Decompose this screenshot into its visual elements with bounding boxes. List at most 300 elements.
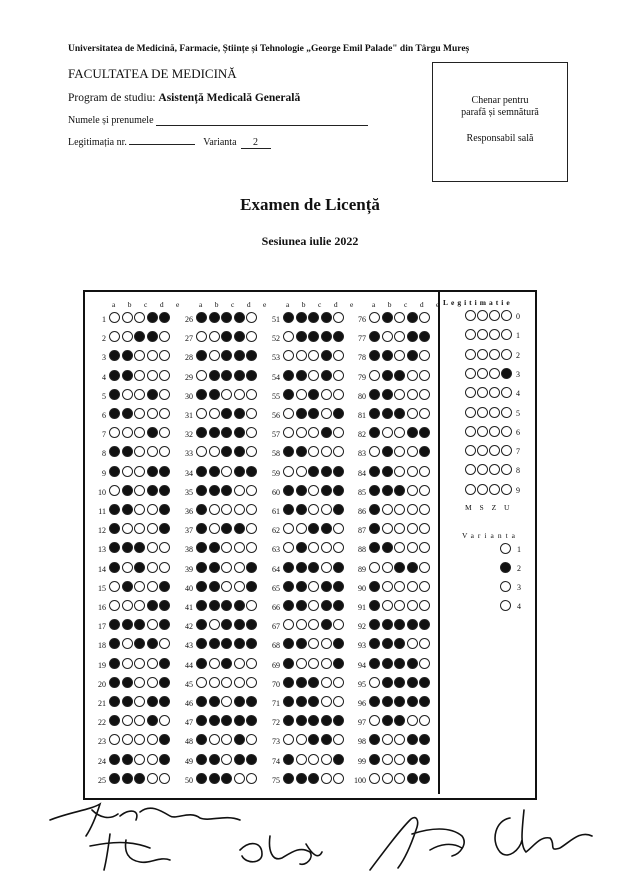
answer-bubble[interactable] bbox=[407, 638, 418, 649]
answer-bubble[interactable] bbox=[196, 504, 207, 515]
answer-bubble[interactable] bbox=[296, 408, 307, 419]
answer-bubble[interactable] bbox=[382, 696, 393, 707]
answer-bubble[interactable] bbox=[196, 408, 207, 419]
answer-bubble[interactable] bbox=[333, 600, 344, 611]
answer-bubble[interactable] bbox=[296, 715, 307, 726]
answer-bubble[interactable] bbox=[209, 446, 220, 457]
answer-bubble[interactable] bbox=[296, 562, 307, 573]
answer-bubble[interactable] bbox=[122, 562, 133, 573]
answer-bubble[interactable] bbox=[196, 754, 207, 765]
answer-bubble[interactable] bbox=[394, 562, 405, 573]
answer-bubble[interactable] bbox=[196, 312, 207, 323]
answer-bubble[interactable] bbox=[382, 389, 393, 400]
answer-bubble[interactable] bbox=[134, 389, 145, 400]
answer-bubble[interactable] bbox=[321, 523, 332, 534]
answer-bubble[interactable] bbox=[147, 773, 158, 784]
answer-bubble[interactable] bbox=[234, 542, 245, 553]
answer-bubble[interactable] bbox=[209, 677, 220, 688]
answer-bubble[interactable] bbox=[333, 581, 344, 592]
answer-bubble[interactable] bbox=[308, 312, 319, 323]
answer-bubble[interactable] bbox=[134, 754, 145, 765]
answer-bubble[interactable] bbox=[122, 446, 133, 457]
answer-bubble[interactable] bbox=[321, 427, 332, 438]
answer-bubble[interactable] bbox=[382, 638, 393, 649]
answer-bubble[interactable] bbox=[283, 754, 294, 765]
answer-bubble[interactable] bbox=[296, 485, 307, 496]
legit-bubble[interactable] bbox=[477, 368, 488, 379]
answer-bubble[interactable] bbox=[122, 504, 133, 515]
answer-bubble[interactable] bbox=[234, 389, 245, 400]
answer-bubble[interactable] bbox=[296, 504, 307, 515]
answer-bubble[interactable] bbox=[407, 427, 418, 438]
answer-bubble[interactable] bbox=[234, 754, 245, 765]
legit-bubble[interactable] bbox=[489, 368, 500, 379]
legit-bubble[interactable] bbox=[489, 484, 500, 495]
answer-bubble[interactable] bbox=[333, 773, 344, 784]
answer-bubble[interactable] bbox=[209, 734, 220, 745]
answer-bubble[interactable] bbox=[147, 658, 158, 669]
answer-bubble[interactable] bbox=[283, 408, 294, 419]
answer-bubble[interactable] bbox=[296, 427, 307, 438]
answer-bubble[interactable] bbox=[147, 600, 158, 611]
answer-bubble[interactable] bbox=[209, 581, 220, 592]
answer-bubble[interactable] bbox=[321, 542, 332, 553]
answer-bubble[interactable] bbox=[394, 504, 405, 515]
answer-bubble[interactable] bbox=[394, 600, 405, 611]
answer-bubble[interactable] bbox=[122, 427, 133, 438]
answer-bubble[interactable] bbox=[122, 754, 133, 765]
answer-bubble[interactable] bbox=[122, 408, 133, 419]
answer-bubble[interactable] bbox=[407, 734, 418, 745]
answer-bubble[interactable] bbox=[147, 562, 158, 573]
answer-bubble[interactable] bbox=[122, 658, 133, 669]
answer-bubble[interactable] bbox=[209, 485, 220, 496]
legit-bubble[interactable] bbox=[465, 484, 476, 495]
answer-bubble[interactable] bbox=[296, 754, 307, 765]
answer-bubble[interactable] bbox=[221, 370, 232, 381]
answer-bubble[interactable] bbox=[369, 408, 380, 419]
answer-bubble[interactable] bbox=[234, 466, 245, 477]
answer-bubble[interactable] bbox=[369, 773, 380, 784]
variant-bubble[interactable] bbox=[500, 600, 511, 611]
answer-bubble[interactable] bbox=[296, 619, 307, 630]
answer-bubble[interactable] bbox=[234, 734, 245, 745]
answer-bubble[interactable] bbox=[308, 485, 319, 496]
answer-bubble[interactable] bbox=[333, 485, 344, 496]
answer-bubble[interactable] bbox=[419, 581, 430, 592]
answer-bubble[interactable] bbox=[234, 638, 245, 649]
answer-bubble[interactable] bbox=[407, 408, 418, 419]
answer-bubble[interactable] bbox=[109, 485, 120, 496]
answer-bubble[interactable] bbox=[369, 562, 380, 573]
answer-bubble[interactable] bbox=[382, 504, 393, 515]
answer-bubble[interactable] bbox=[419, 312, 430, 323]
answer-bubble[interactable] bbox=[159, 696, 170, 707]
answer-bubble[interactable] bbox=[159, 389, 170, 400]
answer-bubble[interactable] bbox=[234, 370, 245, 381]
answer-bubble[interactable] bbox=[159, 754, 170, 765]
answer-bubble[interactable] bbox=[382, 427, 393, 438]
answer-bubble[interactable] bbox=[333, 466, 344, 477]
answer-bubble[interactable] bbox=[209, 523, 220, 534]
answer-bubble[interactable] bbox=[122, 638, 133, 649]
answer-bubble[interactable] bbox=[283, 562, 294, 573]
answer-bubble[interactable] bbox=[196, 773, 207, 784]
legit-bubble[interactable] bbox=[477, 484, 488, 495]
answer-bubble[interactable] bbox=[134, 466, 145, 477]
answer-bubble[interactable] bbox=[221, 600, 232, 611]
answer-bubble[interactable] bbox=[147, 523, 158, 534]
answer-bubble[interactable] bbox=[109, 466, 120, 477]
answer-bubble[interactable] bbox=[394, 466, 405, 477]
answer-bubble[interactable] bbox=[109, 562, 120, 573]
answer-bubble[interactable] bbox=[122, 715, 133, 726]
answer-bubble[interactable] bbox=[382, 331, 393, 342]
answer-bubble[interactable] bbox=[419, 466, 430, 477]
answer-bubble[interactable] bbox=[308, 466, 319, 477]
answer-bubble[interactable] bbox=[333, 658, 344, 669]
answer-bubble[interactable] bbox=[382, 408, 393, 419]
answer-bubble[interactable] bbox=[296, 773, 307, 784]
answer-bubble[interactable] bbox=[407, 350, 418, 361]
answer-bubble[interactable] bbox=[394, 696, 405, 707]
legit-bubble[interactable] bbox=[501, 484, 512, 495]
answer-bubble[interactable] bbox=[159, 466, 170, 477]
answer-bubble[interactable] bbox=[109, 408, 120, 419]
answer-bubble[interactable] bbox=[147, 350, 158, 361]
answer-bubble[interactable] bbox=[147, 619, 158, 630]
answer-bubble[interactable] bbox=[296, 370, 307, 381]
answer-bubble[interactable] bbox=[394, 677, 405, 688]
answer-bubble[interactable] bbox=[209, 619, 220, 630]
answer-bubble[interactable] bbox=[147, 715, 158, 726]
answer-bubble[interactable] bbox=[209, 427, 220, 438]
answer-bubble[interactable] bbox=[209, 600, 220, 611]
answer-bubble[interactable] bbox=[382, 350, 393, 361]
answer-bubble[interactable] bbox=[234, 658, 245, 669]
answer-bubble[interactable] bbox=[147, 638, 158, 649]
answer-bubble[interactable] bbox=[221, 773, 232, 784]
answer-bubble[interactable] bbox=[419, 408, 430, 419]
answer-bubble[interactable] bbox=[196, 370, 207, 381]
answer-bubble[interactable] bbox=[419, 504, 430, 515]
answer-bubble[interactable] bbox=[147, 427, 158, 438]
answer-bubble[interactable] bbox=[134, 600, 145, 611]
answer-bubble[interactable] bbox=[296, 696, 307, 707]
answer-bubble[interactable] bbox=[283, 696, 294, 707]
answer-bubble[interactable] bbox=[234, 581, 245, 592]
answer-bubble[interactable] bbox=[419, 696, 430, 707]
answer-bubble[interactable] bbox=[147, 408, 158, 419]
answer-bubble[interactable] bbox=[246, 677, 257, 688]
answer-bubble[interactable] bbox=[283, 370, 294, 381]
answer-bubble[interactable] bbox=[321, 446, 332, 457]
answer-bubble[interactable] bbox=[122, 370, 133, 381]
legit-bubble[interactable] bbox=[465, 310, 476, 321]
legit-bubble[interactable] bbox=[465, 368, 476, 379]
answer-bubble[interactable] bbox=[369, 658, 380, 669]
answer-bubble[interactable] bbox=[382, 523, 393, 534]
answer-bubble[interactable] bbox=[407, 715, 418, 726]
answer-bubble[interactable] bbox=[147, 754, 158, 765]
answer-bubble[interactable] bbox=[209, 504, 220, 515]
answer-bubble[interactable] bbox=[321, 562, 332, 573]
answer-bubble[interactable] bbox=[333, 754, 344, 765]
answer-bubble[interactable] bbox=[394, 754, 405, 765]
answer-bubble[interactable] bbox=[308, 600, 319, 611]
variant-bubble[interactable] bbox=[500, 562, 511, 573]
legit-bubble[interactable] bbox=[489, 407, 500, 418]
answer-bubble[interactable] bbox=[382, 658, 393, 669]
answer-bubble[interactable] bbox=[234, 446, 245, 457]
answer-bubble[interactable] bbox=[407, 773, 418, 784]
answer-bubble[interactable] bbox=[308, 754, 319, 765]
answer-bubble[interactable] bbox=[147, 542, 158, 553]
answer-bubble[interactable] bbox=[196, 485, 207, 496]
answer-bubble[interactable] bbox=[221, 504, 232, 515]
answer-bubble[interactable] bbox=[234, 331, 245, 342]
answer-bubble[interactable] bbox=[321, 734, 332, 745]
answer-bubble[interactable] bbox=[134, 658, 145, 669]
legit-bubble[interactable] bbox=[489, 349, 500, 360]
answer-bubble[interactable] bbox=[283, 677, 294, 688]
answer-bubble[interactable] bbox=[407, 658, 418, 669]
answer-bubble[interactable] bbox=[209, 562, 220, 573]
answer-bubble[interactable] bbox=[321, 331, 332, 342]
answer-bubble[interactable] bbox=[407, 485, 418, 496]
legit-bubble[interactable] bbox=[477, 426, 488, 437]
answer-bubble[interactable] bbox=[419, 485, 430, 496]
answer-bubble[interactable] bbox=[246, 485, 257, 496]
answer-bubble[interactable] bbox=[109, 504, 120, 515]
answer-bubble[interactable] bbox=[382, 370, 393, 381]
answer-bubble[interactable] bbox=[134, 370, 145, 381]
answer-bubble[interactable] bbox=[296, 638, 307, 649]
answer-bubble[interactable] bbox=[407, 581, 418, 592]
answer-bubble[interactable] bbox=[122, 389, 133, 400]
answer-bubble[interactable] bbox=[296, 389, 307, 400]
answer-bubble[interactable] bbox=[134, 773, 145, 784]
answer-bubble[interactable] bbox=[159, 504, 170, 515]
answer-bubble[interactable] bbox=[246, 754, 257, 765]
variant-bubble[interactable] bbox=[500, 581, 511, 592]
answer-bubble[interactable] bbox=[209, 466, 220, 477]
answer-bubble[interactable] bbox=[122, 523, 133, 534]
answer-bubble[interactable] bbox=[122, 581, 133, 592]
variant-field[interactable]: 2 bbox=[241, 137, 271, 149]
answer-bubble[interactable] bbox=[321, 408, 332, 419]
answer-bubble[interactable] bbox=[159, 562, 170, 573]
answer-bubble[interactable] bbox=[382, 715, 393, 726]
answer-bubble[interactable] bbox=[369, 754, 380, 765]
answer-bubble[interactable] bbox=[283, 581, 294, 592]
answer-bubble[interactable] bbox=[209, 773, 220, 784]
answer-bubble[interactable] bbox=[109, 658, 120, 669]
legit-bubble[interactable] bbox=[489, 426, 500, 437]
answer-bubble[interactable] bbox=[147, 331, 158, 342]
answer-bubble[interactable] bbox=[382, 677, 393, 688]
answer-bubble[interactable] bbox=[134, 408, 145, 419]
answer-bubble[interactable] bbox=[122, 542, 133, 553]
answer-bubble[interactable] bbox=[109, 312, 120, 323]
answer-bubble[interactable] bbox=[246, 562, 257, 573]
answer-bubble[interactable] bbox=[321, 581, 332, 592]
answer-bubble[interactable] bbox=[221, 466, 232, 477]
answer-bubble[interactable] bbox=[159, 312, 170, 323]
answer-bubble[interactable] bbox=[308, 504, 319, 515]
answer-bubble[interactable] bbox=[109, 370, 120, 381]
answer-bubble[interactable] bbox=[321, 466, 332, 477]
answer-bubble[interactable] bbox=[382, 581, 393, 592]
answer-bubble[interactable] bbox=[159, 677, 170, 688]
answer-bubble[interactable] bbox=[234, 427, 245, 438]
answer-bubble[interactable] bbox=[296, 600, 307, 611]
answer-bubble[interactable] bbox=[147, 389, 158, 400]
answer-bubble[interactable] bbox=[209, 696, 220, 707]
answer-bubble[interactable] bbox=[283, 504, 294, 515]
answer-bubble[interactable] bbox=[407, 696, 418, 707]
answer-bubble[interactable] bbox=[382, 466, 393, 477]
answer-bubble[interactable] bbox=[333, 504, 344, 515]
answer-bubble[interactable] bbox=[159, 408, 170, 419]
answer-bubble[interactable] bbox=[122, 350, 133, 361]
answer-bubble[interactable] bbox=[407, 600, 418, 611]
answer-bubble[interactable] bbox=[109, 773, 120, 784]
answer-bubble[interactable] bbox=[209, 312, 220, 323]
answer-bubble[interactable] bbox=[382, 446, 393, 457]
answer-bubble[interactable] bbox=[382, 734, 393, 745]
answer-bubble[interactable] bbox=[321, 677, 332, 688]
answer-bubble[interactable] bbox=[407, 754, 418, 765]
answer-bubble[interactable] bbox=[308, 773, 319, 784]
answer-bubble[interactable] bbox=[234, 773, 245, 784]
answer-bubble[interactable] bbox=[369, 370, 380, 381]
answer-bubble[interactable] bbox=[246, 466, 257, 477]
answer-bubble[interactable] bbox=[321, 696, 332, 707]
answer-bubble[interactable] bbox=[321, 715, 332, 726]
answer-bubble[interactable] bbox=[109, 754, 120, 765]
answer-bubble[interactable] bbox=[234, 504, 245, 515]
answer-bubble[interactable] bbox=[321, 773, 332, 784]
answer-bubble[interactable] bbox=[308, 408, 319, 419]
answer-bubble[interactable] bbox=[296, 312, 307, 323]
answer-bubble[interactable] bbox=[134, 485, 145, 496]
answer-bubble[interactable] bbox=[196, 466, 207, 477]
answer-bubble[interactable] bbox=[234, 408, 245, 419]
answer-bubble[interactable] bbox=[283, 312, 294, 323]
answer-bubble[interactable] bbox=[407, 446, 418, 457]
answer-bubble[interactable] bbox=[122, 485, 133, 496]
legit-bubble[interactable] bbox=[501, 407, 512, 418]
answer-bubble[interactable] bbox=[308, 389, 319, 400]
answer-bubble[interactable] bbox=[234, 485, 245, 496]
answer-bubble[interactable] bbox=[234, 619, 245, 630]
answer-bubble[interactable] bbox=[308, 658, 319, 669]
answer-bubble[interactable] bbox=[333, 408, 344, 419]
answer-bubble[interactable] bbox=[221, 754, 232, 765]
answer-bubble[interactable] bbox=[209, 331, 220, 342]
answer-bubble[interactable] bbox=[382, 754, 393, 765]
answer-bubble[interactable] bbox=[109, 581, 120, 592]
answer-bubble[interactable] bbox=[394, 312, 405, 323]
answer-bubble[interactable] bbox=[209, 715, 220, 726]
answer-bubble[interactable] bbox=[147, 485, 158, 496]
answer-bubble[interactable] bbox=[221, 581, 232, 592]
answer-bubble[interactable] bbox=[209, 638, 220, 649]
answer-bubble[interactable] bbox=[394, 408, 405, 419]
answer-bubble[interactable] bbox=[407, 312, 418, 323]
answer-bubble[interactable] bbox=[196, 696, 207, 707]
answer-bubble[interactable] bbox=[419, 370, 430, 381]
answer-bubble[interactable] bbox=[159, 600, 170, 611]
answer-bubble[interactable] bbox=[109, 600, 120, 611]
answer-bubble[interactable] bbox=[369, 677, 380, 688]
answer-bubble[interactable] bbox=[407, 523, 418, 534]
legit-bubble[interactable] bbox=[501, 349, 512, 360]
answer-bubble[interactable] bbox=[147, 581, 158, 592]
answer-bubble[interactable] bbox=[122, 600, 133, 611]
answer-bubble[interactable] bbox=[234, 350, 245, 361]
answer-bubble[interactable] bbox=[221, 312, 232, 323]
answer-bubble[interactable] bbox=[246, 370, 257, 381]
variant-bubble[interactable] bbox=[500, 543, 511, 554]
answer-bubble[interactable] bbox=[382, 773, 393, 784]
answer-bubble[interactable] bbox=[296, 331, 307, 342]
answer-bubble[interactable] bbox=[159, 773, 170, 784]
legit-bubble[interactable] bbox=[477, 310, 488, 321]
answer-bubble[interactable] bbox=[134, 504, 145, 515]
answer-bubble[interactable] bbox=[246, 312, 257, 323]
answer-bubble[interactable] bbox=[308, 677, 319, 688]
answer-bubble[interactable] bbox=[296, 466, 307, 477]
answer-bubble[interactable] bbox=[394, 773, 405, 784]
answer-bubble[interactable] bbox=[419, 389, 430, 400]
answer-bubble[interactable] bbox=[234, 677, 245, 688]
answer-bubble[interactable] bbox=[394, 370, 405, 381]
answer-bubble[interactable] bbox=[333, 696, 344, 707]
answer-bubble[interactable] bbox=[147, 370, 158, 381]
answer-bubble[interactable] bbox=[283, 389, 294, 400]
answer-bubble[interactable] bbox=[321, 619, 332, 630]
answer-bubble[interactable] bbox=[321, 504, 332, 515]
answer-bubble[interactable] bbox=[122, 773, 133, 784]
answer-bubble[interactable] bbox=[382, 600, 393, 611]
answer-bubble[interactable] bbox=[234, 600, 245, 611]
answer-bubble[interactable] bbox=[246, 658, 257, 669]
answer-bubble[interactable] bbox=[369, 696, 380, 707]
answer-bubble[interactable] bbox=[394, 389, 405, 400]
answer-bubble[interactable] bbox=[308, 696, 319, 707]
answer-bubble[interactable] bbox=[333, 677, 344, 688]
answer-bubble[interactable] bbox=[283, 600, 294, 611]
answer-bubble[interactable] bbox=[394, 581, 405, 592]
answer-bubble[interactable] bbox=[296, 542, 307, 553]
answer-bubble[interactable] bbox=[134, 581, 145, 592]
answer-bubble[interactable] bbox=[234, 523, 245, 534]
answer-bubble[interactable] bbox=[122, 331, 133, 342]
answer-bubble[interactable] bbox=[407, 389, 418, 400]
answer-bubble[interactable] bbox=[122, 466, 133, 477]
answer-bubble[interactable] bbox=[296, 677, 307, 688]
answer-bubble[interactable] bbox=[308, 581, 319, 592]
answer-bubble[interactable] bbox=[109, 696, 120, 707]
answer-bubble[interactable] bbox=[296, 350, 307, 361]
answer-bubble[interactable] bbox=[196, 677, 207, 688]
answer-bubble[interactable] bbox=[209, 350, 220, 361]
answer-bubble[interactable] bbox=[407, 619, 418, 630]
answer-bubble[interactable] bbox=[369, 466, 380, 477]
answer-bubble[interactable] bbox=[234, 715, 245, 726]
